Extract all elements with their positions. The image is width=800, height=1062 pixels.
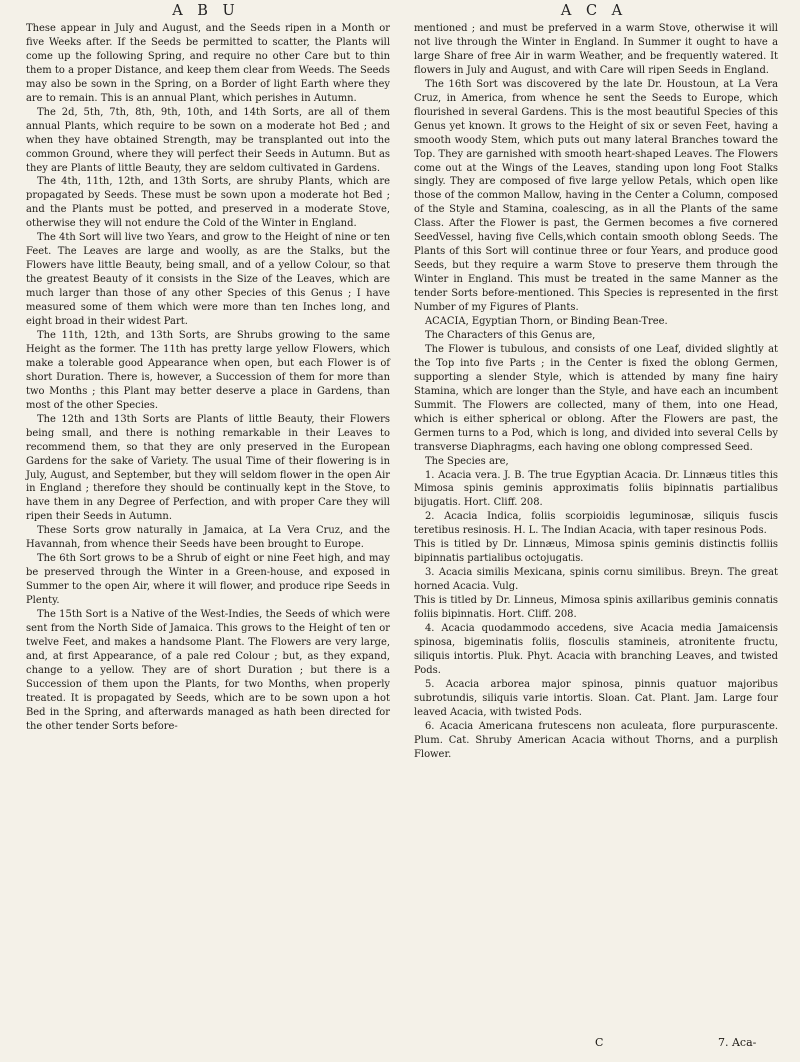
right-column [414, 22, 778, 762]
paragraph: These Sorts grow naturally in Jamaica, at La Vera Cruz, and the Havannah, from whence their Seeds have been brought to Europe. [26, 525, 390, 551]
paragraph: 4. Acacia quodammodo accedens, sive Acacia media Jamaicensis spinosa, bigeminatis foliis, flosculis stamineis, atronitente fructu, siliquis intortis. Pluk. Phyt. Acacia with branching Leaves, and twisted Pods. [414, 622, 778, 676]
paragraph: The 15th Sort is a Native of the West-Indies, the Seeds of which were sent from the North Side of Jamaica. This grows to the Height of ten or twelve Feet, and makes a handsome Plant. The Flowers are very large, and, at first Appearance, of a pale red Colour ; but, as they expand, change to a yellow. They are of short Duration ; but there is a Succession of them upon the Plants, for two Months, when properly treated. It is propagated by Seeds, which are to be sown upon a hot Bed in the Spring, and afterwards managed as hath been directed for the other tender Sorts before- [26, 609, 390, 732]
paragraph: The 11th, 12th, and 13th Sorts, are Shrubs growing to the same Height as the former. The 11th has pretty large yellow Flowers, which make a tolerable good Appearance when open, but each Flower is of short Duration. There is, however, a Succession of them for more than two Months ; this Plant may better deserve a place in Gardens, than most of the other Species. [26, 329, 390, 411]
paragraph: The Flower is tubulous, and consists of one Leaf, divided slightly at the Top into five Parts ; in the Center is fixed the oblong Germen, supporting a slender Style, which is attended by many fine hairy Stamina, which are longer than the Style, and have each an incumbent Summit. The Flowers are collected, many of them, into one Head, which is either spherical or oblong. After the Flowers are past, the Germen turns to a Pod, which is long, and divided into several Cells by transverse Diaphragms, each having one oblong compressed Seed. [414, 343, 778, 453]
paragraph: 3. Acacia similis Mexicana, spinis cornu similibus. Breyn. The great horned Acacia. Vulg. [414, 567, 778, 593]
paragraph: 5. Acacia arborea major spinosa, pinnis quatuor majoribus subrotundis, siliquis varie intortis. Sloan. Cat. Plant. Jam. Large four leaved Acacia, with twisted Pods. [414, 678, 778, 718]
paragraph: The 16th Sort was discovered by the late Dr. Houstoun, at La Vera Cruz, in America, from whence he sent the Seeds to Europe, which flourished in several Gardens. This is the most beautiful Species of this Genus yet known. It grows to the Height of six or seven Feet, having a smooth woody Stem, which puts out many lateral Branches toward the Top. They are garnished with smooth heart-shaped Leaves. The Flowers come out at the Wings of the Leaves, standing upon long Foot Stalks singly. They are composed of five large yellow Petals, which open like those of the common Mallow, having in the Center a Column, composed of the Style and Stamina, coalescing, as in all the Plants of the same Class. After the Flower is past, the Germen becomes a five cornered SeedVessel, having five Cells,which contain smooth oblong Seeds. The Plants of this Sort will continue three or four Years, and produce good Seeds, but they require a warm Stove to preserve them through the Winter in England. This must be treated in the same Manner as the tender Sorts before-mentioned. This Species is represented in the first Number of my Figures of Plants. [414, 78, 778, 314]
paragraph: The Characters of this Genus are, [424, 329, 596, 341]
paragraph: These appear in July and August, and the Seeds ripen in a Month or five Weeks after. If the Seeds be permitted to scatter, the Plants will come up the following Spring, and require no other Care but to thin them to a proper Distance, and keep them clear from Weeds. The Seeds may also be sown in the Spring, on a Border of light Earth where they are to remain. This is an annual Plant, which perishes in Autumn. [26, 23, 390, 104]
paragraph: The 4th, 11th, 12th, and 13th Sorts, are shruby Plants, which are propagated by Seeds. These must be sown upon a moderate hot Bed ; and the Plants must be potted, and preserved in a moderate Stove, otherwise they will not endure the Cold of the Winter in England. [26, 176, 390, 230]
running-head-left: A B U [172, 3, 240, 19]
catchword: 7. Aca- [718, 1036, 757, 1049]
paragraph: The 6th Sort grows to be a Shrub of eight or nine Feet high, and may be preserved through the Winter in a Green-house, and exposed in Summer to the open Air, where it will flower, and produce ripe Seeds in Plenty. [26, 553, 390, 607]
paragraph: ACACIA, Egyptian Thorn, or Binding Bean-Tree. [424, 316, 668, 328]
running-head-right: A C A [560, 3, 628, 19]
paragraph: This is titled by Dr. Linneus, Mimosa spinis axillaribus geminis connatis foliis bipinnatis. Hort. Cliff. 208. [414, 595, 778, 621]
paragraph: This is titled by Dr. Linnæus, Mimosa spinis geminis distinctis folliis bipinnatis partialibus octojugatis. [414, 539, 778, 565]
paragraph: The 2d, 5th, 7th, 8th, 9th, 10th, and 14th Sorts, are all of them annual Plants, which require to be sown on a moderate hot Bed ; and when they have obtained Strength, may be transplanted out into the common Ground, where they will perfect their Seeds in Autumn. But as they are Plants of little Beauty, they are seldom cultivated in Gardens. [26, 106, 390, 174]
paragraph: The Species are, [424, 455, 509, 467]
signature-mark: C [595, 1036, 604, 1049]
paragraph: 2. Acacia Indica, foliis scorpioidis leguminosæ, siliquis fuscis teretibus resinosis. H. L. The Indian Acacia, with taper resinous Pods. [414, 511, 778, 537]
paragraph: 6. Acacia Americana frutescens non aculeata, flore purpurascente. Plum. Cat. Shruby American Acacia without Thorns, and a purplish Flower. [414, 720, 778, 760]
paragraph: The 4th Sort will live two Years, and grow to the Height of nine or ten Feet. The Leaves are large and woolly, as are the Stalks, but the Flowers have little Beauty, being small, and of a yellow Colour, so that the greatest Beauty of it consists in the Size of the Leaves, which are much larger than those of any other Species of this Genus ; I have measured some of them which were more than ten Inches long, and eight broad in their widest Part. [26, 232, 390, 328]
paragraph: 1. Acacia vera. J. B. The true Egyptian Acacia. Dr. Linnæus titles this Mimosa spinis geminis approximatis foliis bipinnatis partialibus bijugatis. Hort. Cliff. 208. [414, 469, 778, 509]
paragraph: The 12th and 13th Sorts are Plants of little Beauty, their Flowers being small, and there is nothing remarkable in their Leaves to recommend them, so that they are only preserved in the European Gardens for the sake of Variety. The usual Time of their flowering is in July, August, and September, but they will seldom flower in the open Air in England ; therefore they should be continually kept in the Stove, to have them in any Degree of Perfection, and with proper Care they will ripen their Seeds in Autumn. [26, 413, 390, 523]
paragraph: mentioned ; and must be preferved in a warm Stove, otherwise it will not live through the Winter in England. In Summer it ought to have a large Share of free Air in warm Weather, and be frequently watered. It flowers in July and August, and with Care will ripen Seeds in England. [414, 23, 778, 76]
left-column [26, 22, 390, 734]
